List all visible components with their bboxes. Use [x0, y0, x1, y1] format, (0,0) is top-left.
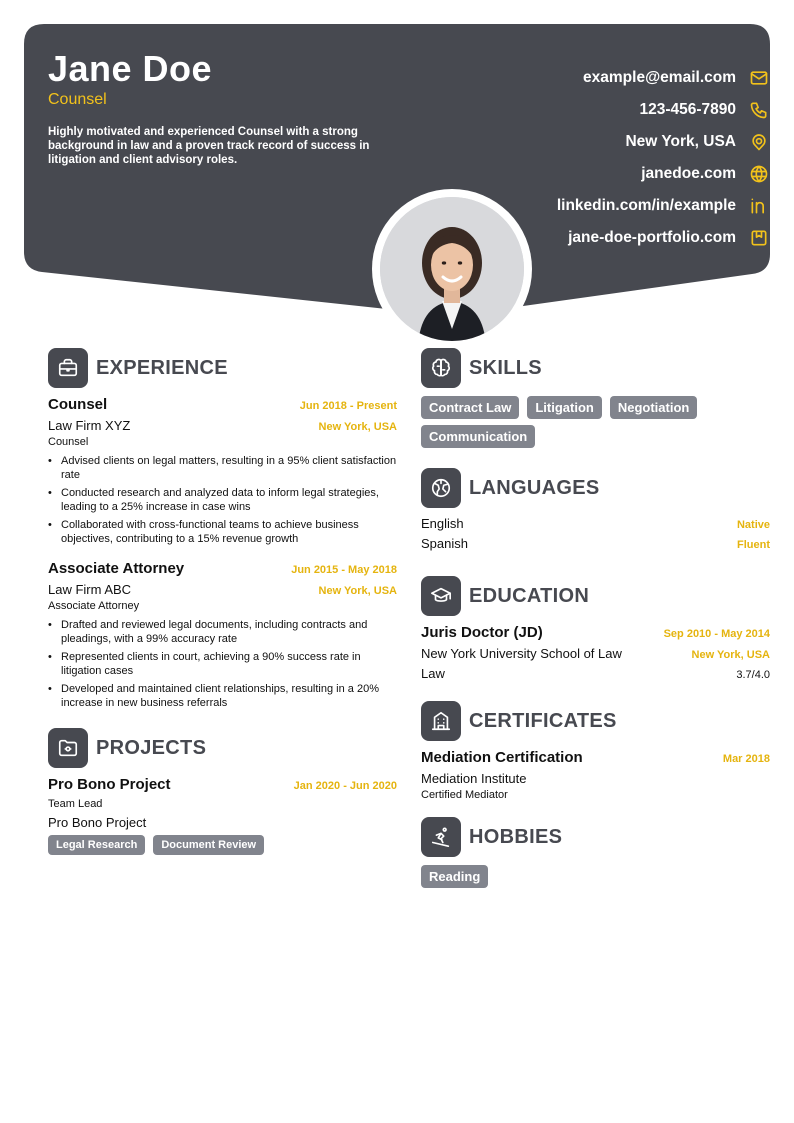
project-organization: Pro Bono Project	[48, 815, 147, 830]
profile-photo	[380, 197, 524, 341]
skiing-icon	[421, 817, 461, 857]
hobby-tag: Reading	[421, 865, 488, 888]
job-bullet: • Developed and maintained client relationships, resulting in a 20% increase in new business referrals	[48, 682, 397, 710]
contact-location	[350, 126, 770, 158]
education-gpa: 3.7/4.0	[736, 669, 770, 681]
certificate-credential: Certified Mediator	[421, 789, 508, 801]
skills-tags	[421, 396, 770, 448]
language-name: Spanish	[421, 536, 468, 551]
skill-tag: Communication	[421, 425, 535, 448]
experience-entry	[48, 560, 397, 710]
skills-header	[421, 348, 770, 388]
language-name: English	[421, 516, 464, 531]
right-column	[421, 348, 770, 888]
folder-icon	[48, 728, 88, 768]
job-company: Law Firm XYZ	[48, 418, 131, 433]
project-dates: Jan 2020 - Jun 2020	[293, 780, 397, 792]
location-pin-icon	[748, 131, 770, 153]
job-company: Law Firm ABC	[48, 582, 132, 597]
education-field: Law	[421, 666, 445, 681]
contact-email[interactable]	[350, 62, 770, 94]
hobbies-header	[421, 817, 770, 857]
languages-list	[421, 516, 770, 556]
contact-website-text[interactable]: janedoe.com	[641, 165, 736, 182]
education-dates: Sep 2010 - May 2014	[663, 628, 770, 640]
contact-phone-text[interactable]: 123-456-7890	[639, 101, 736, 118]
skills-title: SKILLS	[469, 356, 542, 379]
certificates-header	[421, 701, 770, 741]
job-bullet: • Advised clients on legal matters, resulting in a 95% client satisfaction rate	[48, 454, 397, 482]
portfolio-icon	[748, 227, 770, 249]
project-tags	[48, 835, 397, 855]
job-bullet: • Collaborated with cross-functional teams to achieve business objectives, contributing to a 15% revenue growth	[48, 518, 397, 546]
job-location: New York, USA	[318, 585, 397, 597]
language-level: Fluent	[737, 539, 770, 551]
job-role: Counsel	[48, 436, 89, 448]
left-column	[48, 348, 397, 855]
phone-icon	[748, 99, 770, 121]
education-degree: Juris Doctor (JD)	[421, 624, 543, 641]
job-role: Associate Attorney	[48, 600, 140, 612]
linkedin-icon	[748, 195, 770, 217]
education-title: EDUCATION	[469, 584, 590, 607]
mail-icon	[748, 67, 770, 89]
hobbies-title: HOBBIES	[469, 825, 563, 848]
profile-photo-frame	[372, 189, 532, 349]
certificate-entry	[421, 749, 770, 801]
job-bullet: • Conducted research and analyzed data to inform legal strategies, leading to a 25% increase in case wins	[48, 486, 397, 514]
certificate-name: Mediation Certification	[421, 749, 583, 766]
job-bullet: • Represented clients in court, achieving a 90% success rate in litigation cases	[48, 650, 397, 678]
skill-tag: Negotiation	[610, 396, 698, 419]
job-position: Associate Attorney	[48, 560, 185, 577]
brain-icon	[421, 348, 461, 388]
certificates-title: CERTIFICATES	[469, 709, 617, 732]
graduation-cap-icon	[421, 576, 461, 616]
contact-phone[interactable]	[350, 94, 770, 126]
candidate-name: Jane Doe	[48, 48, 213, 89]
languages-title: LANGUAGES	[469, 476, 600, 499]
project-name: Pro Bono Project	[48, 776, 171, 793]
contact-location-text: New York, USA	[625, 133, 736, 150]
job-bullets	[48, 618, 397, 710]
summary-text: Highly motivated and experienced Counsel with a strong background in law and a proven track record of success in litigation and client advisory roles.	[48, 126, 370, 166]
project-role: Team Lead	[48, 798, 103, 810]
language-item	[421, 536, 770, 556]
project-entry	[48, 776, 397, 855]
contact-email-text[interactable]: example@email.com	[583, 69, 736, 86]
job-position: Counsel	[48, 396, 108, 413]
job-bullet: • Drafted and reviewed legal documents, including contracts and pleadings, with a 99% accuracy rate	[48, 618, 397, 646]
language-level: Native	[736, 519, 770, 531]
experience-entry	[48, 396, 397, 546]
job-bullets	[48, 454, 397, 546]
education-header	[421, 576, 770, 616]
contact-portfolio-text[interactable]: jane-doe-portfolio.com	[568, 229, 736, 246]
hobbies-tags	[421, 865, 770, 888]
language-item	[421, 516, 770, 536]
education-entry	[421, 624, 770, 681]
education-location: New York, USA	[691, 649, 770, 661]
contact-linkedin-text[interactable]: linkedin.com/in/example	[556, 197, 736, 214]
projects-title: PROJECTS	[96, 736, 207, 759]
globe-icon	[748, 163, 770, 185]
certificate-issuer: Mediation Institute	[421, 771, 527, 786]
language-globe-icon	[421, 468, 461, 508]
certificate-date: Mar 2018	[722, 753, 770, 765]
briefcase-icon	[48, 348, 88, 388]
contact-website[interactable]	[350, 158, 770, 190]
job-location: New York, USA	[318, 421, 397, 433]
skill-tag: Litigation	[527, 396, 602, 419]
projects-header	[48, 728, 397, 768]
project-tag: Legal Research	[48, 835, 145, 855]
education-school: New York University School of Law	[421, 646, 622, 661]
job-dates: Jun 2015 - May 2018	[291, 564, 397, 576]
job-dates: Jun 2018 - Present	[299, 400, 397, 412]
institution-icon	[421, 701, 461, 741]
experience-title: EXPERIENCE	[96, 356, 228, 379]
project-tag: Document Review	[153, 835, 264, 855]
experience-header	[48, 348, 397, 388]
candidate-title: Counsel	[48, 91, 107, 108]
languages-header	[421, 468, 770, 508]
skill-tag: Contract Law	[421, 396, 519, 419]
